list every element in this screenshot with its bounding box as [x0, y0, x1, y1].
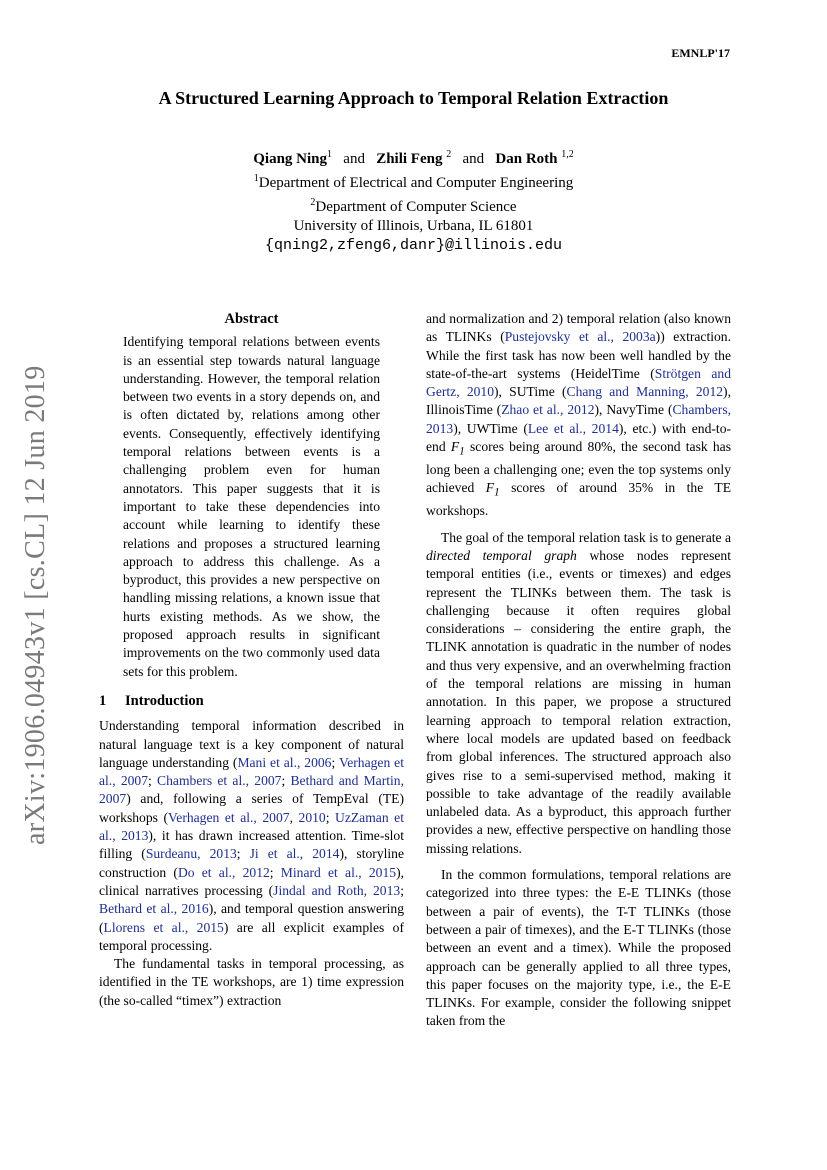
text: and normalization and 2) temporal relation (also known as TLINKs ( — [426, 311, 731, 345]
text: scores of around 35% in the TE workshops. — [426, 480, 731, 519]
text: Understanding temporal information described in natural language text is a key component of natural language understanding ( — [99, 718, 404, 770]
right-column — [426, 310, 731, 1031]
citation-link[interactable]: Bethard et al., 2016 — [99, 901, 209, 917]
text: The goal of the temporal relation task is to generate a — [441, 529, 731, 545]
citation-link[interactable]: Pustejovsky et al., 2003a — [504, 329, 656, 345]
citation-link[interactable]: Chang and Manning, 2012 — [566, 384, 724, 400]
citation-link[interactable]: Bethard and Martin, 2007 — [99, 773, 404, 807]
text: ; — [281, 773, 291, 789]
university: University of Illinois, Urbana, IL 61801 — [293, 218, 534, 234]
author-name: Zhili Feng — [376, 151, 443, 167]
text: ) are all explicit examples of temporal processing. — [99, 919, 404, 953]
math-f1 — [450, 439, 465, 458]
abstract-heading: Abstract — [224, 311, 279, 327]
email-address[interactable]: {qning2,zfeng6,danr}@illinois.edu — [264, 237, 563, 254]
math-sub: 1 — [494, 487, 500, 500]
citation-link[interactable]: Verhagen et al., 2007 — [167, 809, 290, 825]
text: ), and temporal question answering ( — [99, 901, 404, 935]
text: ), etc.) with end-to-end — [426, 420, 732, 455]
paper-title: A Structured Learning Approach to Temporal Relation Extraction — [158, 88, 669, 108]
text: ), NavyTime ( — [594, 402, 673, 418]
affiliation-sup: 2 — [310, 197, 316, 208]
citation-link[interactable]: Chambers, 2013 — [426, 402, 732, 436]
intro-paragraph-1 — [99, 717, 404, 955]
citation-link[interactable]: Llorens et al., 2015 — [103, 919, 224, 935]
author-name: Dan Roth — [495, 151, 558, 167]
left-column — [99, 310, 404, 1010]
venue-label: EMNLP'17 — [671, 46, 730, 60]
right-paragraph-2 — [426, 529, 731, 858]
citation-link[interactable]: Lee et al., 2014 — [527, 420, 619, 436]
text: ; — [236, 846, 250, 862]
right-paragraph-3: In the common formulations, temporal relations are categorized into three types: the E-E TLINKs (those between a pair of events), the T-T TLINKs (those between a pair of timexes), and the E-T TLINKs (those between an event and a timex). While the proposed approach can be generally applied to all three types, this paper focuses on the majority type, i.e., the E-E TLINKs. For example, consider the following snippet taken from the — [426, 867, 731, 1029]
text: ; — [148, 773, 158, 789]
author-sup: 2 — [446, 149, 452, 160]
affiliation-2 — [0, 193, 827, 217]
affiliation-1 — [0, 169, 827, 193]
text: scores being around 80%, the second task has long been a challenging one; even the top systems only achieved — [426, 439, 731, 496]
arxiv-side-stamp: arXiv:1906.04943v1 [cs.CL] 12 Jun 2019 — [20, 365, 51, 845]
affiliation-text: Department of Computer Science — [315, 199, 517, 215]
citation-link[interactable]: Ji et al., 2014 — [249, 846, 340, 862]
affiliation-text: Department of Electrical and Computer Engineering — [258, 175, 574, 191]
author-names — [0, 145, 827, 169]
text: whose nodes represent temporal entities (i.e., events or timexes) and edges represent the TLINKs between them. The task is challenging because it often requires global considerations – considering the entire graph, the TLINK annotation is quadratic in the number of nodes and thus very expensive, and an overwhelming fraction of the temporal relations are missing in human annotation. In this paper, we propose a structured learning approach to temporal relation extraction, where local models are updated based on feedback from global inferences. The structured approach also gives rise to a semi-supervised method, making it possible to take advantage of the readily available unlabeled data. As a byproduct, this approach further provides a new, effective perspective on handling those missing relations. — [426, 548, 731, 856]
affiliation-sup: 1 — [253, 173, 259, 184]
text: ; — [400, 882, 404, 898]
citation-link[interactable]: Zhao et al., 2012 — [501, 402, 595, 418]
author-block — [0, 145, 827, 255]
citation-link[interactable]: Surdeanu, 2013 — [145, 846, 237, 862]
math-var: F — [450, 439, 460, 455]
author-name: Qiang Ning — [253, 151, 328, 167]
citation-link[interactable]: Verhagen et al., 2007 — [99, 754, 404, 789]
citation-link[interactable]: Chambers et al., 2007 — [157, 773, 282, 789]
citation-link[interactable]: 2010 — [298, 809, 326, 825]
text: ), UWTime ( — [453, 420, 528, 436]
author-and: and — [462, 151, 485, 167]
citation-link[interactable]: Mani et al., 2006 — [237, 754, 332, 770]
author-and: and — [343, 151, 365, 167]
section-heading-introduction — [99, 692, 404, 710]
abstract-text: Identifying temporal relations between events is an essential step towards natural language understanding. However, the temporal relation between two events in a story depends on, and is often dictated by, relations among other events. Consequently, effectively identifying temporal relations between events is a challenging problem even for human annotators. This paper suggests that it is important to take these dependencies into account while learning to identify these relations and proposes a structured learning approach to address this challenge. As a byproduct, this provides a new perspective on handling missing relations, a known issue that hurts existing methods. As we show, the proposed approach results in significant improvements on the two commonly used data sets for this problem. — [123, 334, 380, 679]
citation-link[interactable]: Minard et al., 2015 — [280, 864, 397, 880]
author-sup: 1 — [327, 149, 333, 160]
intro-paragraph-2: The fundamental tasks in temporal processing, as identified in the TE workshops, are 1) time expression (the so-called “timex”) extraction — [99, 956, 404, 1008]
text: ; — [325, 809, 336, 825]
math-var: F — [485, 480, 495, 496]
math-f1 — [485, 480, 500, 500]
text: ), it has drawn increased attention. Time-slot filling ( — [99, 828, 404, 862]
citation-link[interactable]: Jindal and Roth, 2013 — [273, 882, 401, 898]
section-number: 1 — [99, 692, 107, 709]
text: , — [289, 809, 299, 825]
citation-link[interactable]: Strötgen and Gertz, 2010 — [426, 365, 731, 400]
text: ), clinical narratives processing ( — [99, 864, 404, 898]
right-paragraph-1 — [426, 310, 731, 521]
author-sup: 1,2 — [561, 149, 574, 160]
text: )) extraction. While the first task has now been well handled by the state-of-the-art systems (HeidelTime ( — [426, 329, 732, 381]
text: ), storyline construction ( — [99, 846, 404, 880]
citation-link[interactable]: Do et al., 2012 — [177, 864, 270, 880]
text: ; — [269, 864, 281, 880]
math-sub: 1 — [459, 445, 465, 458]
section-title: Introduction — [125, 692, 204, 709]
emphasis: directed temporal graph — [426, 548, 577, 563]
text: ; — [331, 754, 339, 770]
text: ) and, following a series of TempEval (TE) workshops ( — [99, 791, 404, 825]
text: ), IllinoisTime ( — [426, 384, 731, 418]
text: ), SUTime ( — [494, 384, 567, 400]
citation-link[interactable]: UzZaman et al., 2013 — [99, 809, 404, 844]
